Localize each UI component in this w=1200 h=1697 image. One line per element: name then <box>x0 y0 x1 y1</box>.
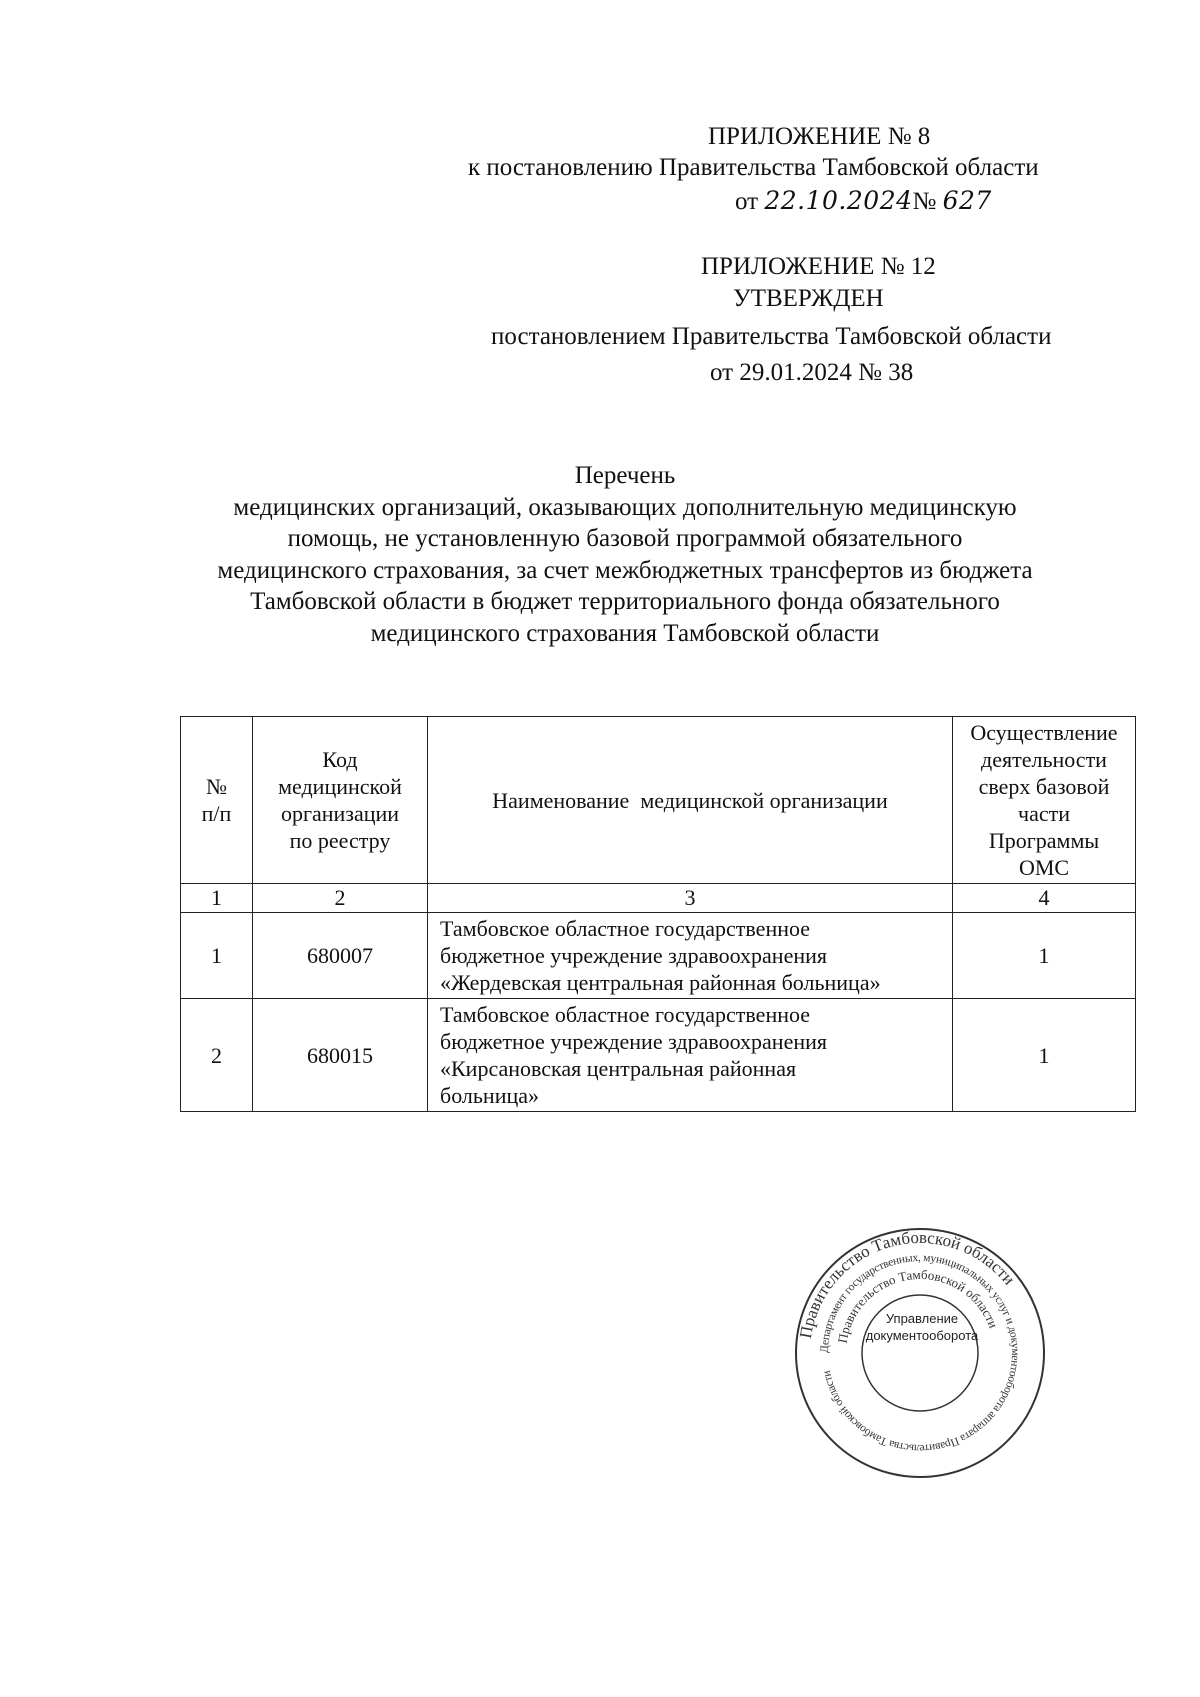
approved-date: от 29.01.2024 № 38 <box>710 359 914 386</box>
header-num: № п/п <box>181 717 253 884</box>
row-activity: 1 <box>953 913 1136 999</box>
appendix-8-heading: ПРИЛОЖЕНИЕ № 8 <box>708 123 931 150</box>
title-line: медицинского страхования, за счет межбюджетных трансфертов из бюджета <box>217 556 1033 584</box>
row-activity: 1 <box>953 999 1136 1112</box>
title-line: медицинского страхования Тамбовской области <box>370 619 880 647</box>
approved-by: постановлением Правительства Тамбовской области <box>491 323 1052 350</box>
seal-middle-text: Департамент государственных, муниципальных услуг и документооборота аппарата Правительства Тамбовской области <box>818 1251 1022 1455</box>
document-title <box>180 460 1070 649</box>
header-code: Код медицинской организации по реестру <box>253 717 428 884</box>
column-number: 3 <box>428 884 953 913</box>
title-line: помощь, не установленную базовой программой обязательного <box>287 525 963 552</box>
row-code: 680015 <box>253 999 428 1112</box>
seal-outer-text: Правительство Тамбовской области <box>795 1227 1019 1340</box>
organizations-table <box>180 716 1136 1112</box>
row-num: 1 <box>181 913 253 999</box>
table-row <box>181 999 1136 1112</box>
column-number: 2 <box>253 884 428 913</box>
table-header-row <box>181 717 1136 884</box>
approved-label: УТВЕРЖДЕН <box>733 285 884 312</box>
seal-inner-text: Правительство Тамбовской области <box>834 1266 1002 1345</box>
seal-center-label: Управление документооборота <box>865 1311 979 1343</box>
column-number: 1 <box>181 884 253 913</box>
header-activity: Осуществление деятельности сверх базовой части Программы ОМС <box>953 717 1136 884</box>
title-line: Перечень <box>574 462 676 489</box>
appendix-8-reference: к постановлению Правительства Тамбовской области <box>468 154 1039 181</box>
header-name: Наименование медицинской организации <box>428 717 953 884</box>
title-line: Тамбовской области в бюджет территориального фонда обязательного <box>250 588 1000 615</box>
row-code: 680007 <box>253 913 428 999</box>
column-number: 4 <box>953 884 1136 913</box>
official-seal-icon <box>794 1227 1046 1479</box>
handwritten-number: 627 <box>942 186 992 215</box>
appendix-8-date-line <box>735 186 992 217</box>
date-prefix: от <box>735 188 759 215</box>
handwritten-date: 22.10.2024 <box>764 186 913 215</box>
row-name: Тамбовское областное государственное бюджетное учреждение здравоохранения «Кирсановская центральная районная больница» <box>428 999 953 1112</box>
row-num: 2 <box>181 999 253 1112</box>
number-sign: № <box>912 188 937 215</box>
column-number-row <box>181 884 1136 913</box>
table-row <box>181 913 1136 999</box>
appendix-12-heading: ПРИЛОЖЕНИЕ № 12 <box>701 253 936 280</box>
row-name: Тамбовское областное государственное бюджетное учреждение здравоохранения «Жердевская центральная районная больница» <box>428 913 953 999</box>
title-line: медицинских организаций, оказывающих дополнительную медицинскую <box>233 493 1017 521</box>
